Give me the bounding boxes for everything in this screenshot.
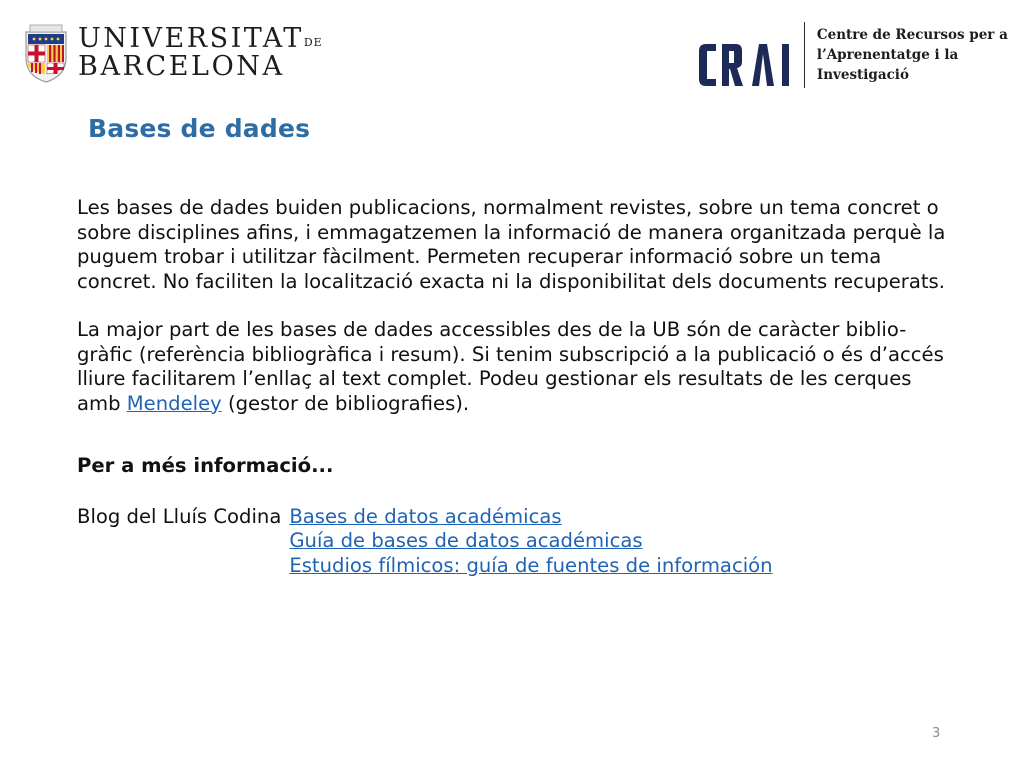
paragraph-intro: Les bases de dades buiden publicacions, normalment revistes, sobre un tema concret o sobre disciplines afins, i emmagatzemen la informació de manera organitzada perquè la puguem trobar i utilitzar fàcilment. Permeten recuperar informació sobre un tema concret. No faciliten la localització exacta ni la disponibilitat dels documents recuperats. xyxy=(77,196,946,293)
link-guia-bases-datos[interactable]: Guía de bases de datos académicas xyxy=(289,529,643,552)
more-info-heading: Per a més informació... xyxy=(77,454,334,477)
paragraph-access xyxy=(77,318,947,416)
crai-logo xyxy=(696,22,1024,88)
paragraph-access-text-end: (gestor de bibliografies). xyxy=(221,391,470,415)
mendeley-link[interactable]: Mendeley xyxy=(126,391,222,415)
crai-line1: Centre de Recursos per a xyxy=(816,27,1008,43)
crai-line2: l’Aprenentatge i la Investigació xyxy=(816,47,959,83)
page-number: 3 xyxy=(932,726,941,741)
ub-logo xyxy=(24,22,323,84)
crai-letters-icon xyxy=(696,42,792,88)
link-bases-datos-academicas[interactable]: Bases de datos académicas xyxy=(289,504,562,528)
crai-divider xyxy=(804,22,805,88)
crai-name xyxy=(817,25,1024,85)
ub-shield-icon xyxy=(24,22,68,84)
ub-line2: BARCELONA xyxy=(78,51,285,82)
slide-body xyxy=(77,196,947,578)
blog-label: Blog del Lluís Codina xyxy=(77,504,282,528)
paragraph-access-text: La major part de les bases de dades accessibles des de la UB són de caràcter biblio-gràfic (referència bibliogràfica i resum). Si tenim subscripció a la publicació o és d’accés lliure facilitarem l’enllaç al text complet. Podeu gestionar els resultats de les cerques amb xyxy=(77,318,944,415)
reference-links xyxy=(281,505,772,579)
ub-line1-suffix: DE xyxy=(303,36,323,49)
link-estudios-filmicos[interactable]: Estudios fílmicos: guía de fuentes de información xyxy=(289,553,773,577)
ub-wordmark xyxy=(78,25,323,81)
crai-acronym xyxy=(696,22,792,88)
page-title: Bases de dades xyxy=(88,114,311,143)
ub-line1: UNIVERSITAT xyxy=(78,23,304,54)
references xyxy=(77,505,947,579)
